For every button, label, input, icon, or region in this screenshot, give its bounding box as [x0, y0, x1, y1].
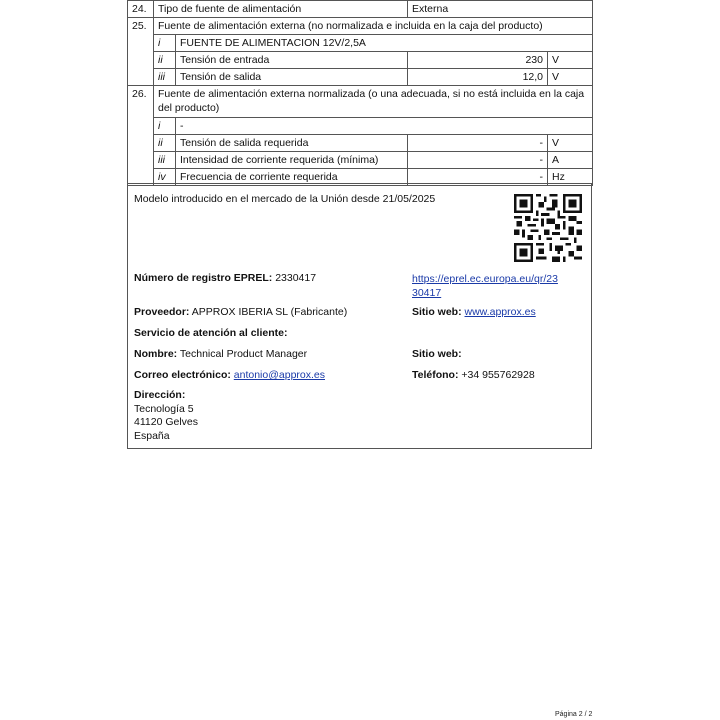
row-value: -: [408, 169, 548, 186]
eprel-registration: [134, 272, 316, 284]
table-row: [128, 35, 593, 52]
row-number: 25.: [128, 18, 154, 86]
row-label: Tensión de entrada: [176, 52, 408, 69]
customer-service-heading: [134, 327, 287, 339]
supplier-website: [412, 306, 536, 318]
address-line-1: Tecnología 5: [134, 402, 194, 415]
sub-index: ii: [154, 135, 176, 152]
row-label: Intensidad de corriente requerida (mínima): [176, 152, 408, 169]
row-label: Tensión de salida: [176, 69, 408, 86]
row-label: -: [176, 118, 593, 135]
supplier-label: Proveedor:: [134, 306, 190, 318]
row-unit: V: [548, 135, 593, 152]
customer-service-label: Servicio de atención al cliente:: [134, 327, 288, 339]
qr-code-icon[interactable]: [514, 194, 582, 262]
eprel-info-card: [127, 183, 592, 449]
row-label: Frecuencia de corriente requerida: [176, 169, 408, 186]
row-number: 26.: [128, 86, 154, 186]
sub-index: iii: [154, 69, 176, 86]
row-unit: V: [548, 52, 593, 69]
row-value: 12,0: [408, 69, 548, 86]
row-value: -: [408, 152, 548, 169]
table-row: [128, 18, 593, 35]
supplier-value: APPROX IBERIA SL (Fabricante): [191, 306, 348, 318]
row-label: Tipo de fuente de alimentación: [154, 1, 408, 18]
row-label: FUENTE DE ALIMENTACION 12V/2,5A: [176, 35, 593, 52]
row-label: Fuente de alimentación externa normalizada (o una adecuada, si no está incluida en la caja del producto): [154, 86, 593, 118]
table-row: [128, 52, 593, 69]
table-row: [128, 69, 593, 86]
row-value: -: [408, 135, 548, 152]
row-label: Fuente de alimentación externa (no normalizada e incluida en la caja del producto): [154, 18, 593, 35]
sub-index: i: [154, 35, 176, 52]
name-label: Nombre:: [134, 348, 178, 360]
email-row: [134, 369, 325, 381]
eprel-link[interactable]: [412, 272, 558, 300]
sub-index: iii: [154, 152, 176, 169]
page-number: Página 2 / 2: [555, 711, 593, 718]
table-row: [128, 135, 593, 152]
eprel-link-line-1[interactable]: https://eprel.ec.europa.eu/qr/23: [412, 273, 558, 285]
phone-label: Teléfono:: [412, 369, 459, 381]
website-label: Sitio web:: [412, 306, 462, 318]
row-label: Tensión de salida requerida: [176, 135, 408, 152]
row-unit: Hz: [548, 169, 593, 186]
supplier-row: [134, 306, 347, 318]
email-link[interactable]: antonio@approx.es: [233, 369, 325, 381]
name-value: Technical Product Manager: [179, 348, 308, 360]
contact-website: [412, 348, 462, 360]
eprel-link-line-2[interactable]: 30417: [412, 287, 442, 299]
sub-index: i: [154, 118, 176, 135]
sub-index: iv: [154, 169, 176, 186]
phone-value: +34 955762928: [461, 369, 535, 381]
table-row: [128, 118, 593, 135]
eprel-label: Número de registro EPREL:: [134, 272, 273, 284]
row-value: 230: [408, 52, 548, 69]
phone-row: [412, 369, 535, 381]
address-line-3: España: [134, 429, 170, 442]
address-line-2: 41120 Gelves: [134, 416, 199, 428]
website-label-2: Sitio web:: [412, 348, 462, 360]
address-block: [134, 389, 198, 443]
website-link[interactable]: www.approx.es: [464, 306, 536, 318]
email-label: Correo electrónico:: [134, 369, 231, 381]
row-unit: V: [548, 69, 593, 86]
table-row: [128, 152, 593, 169]
spec-table: [127, 0, 593, 186]
address-label: Dirección:: [134, 389, 186, 401]
contact-name-row: [134, 348, 307, 360]
row-value: Externa: [408, 1, 593, 18]
table-row: [128, 86, 593, 118]
row-number: 24.: [128, 1, 154, 18]
eprel-value: 2330417: [275, 272, 317, 284]
row-unit: A: [548, 152, 593, 169]
market-intro-text: Modelo introducido en el mercado de la Unión desde 21/05/2025: [134, 193, 436, 205]
sub-index: ii: [154, 52, 176, 69]
table-row: [128, 1, 593, 18]
